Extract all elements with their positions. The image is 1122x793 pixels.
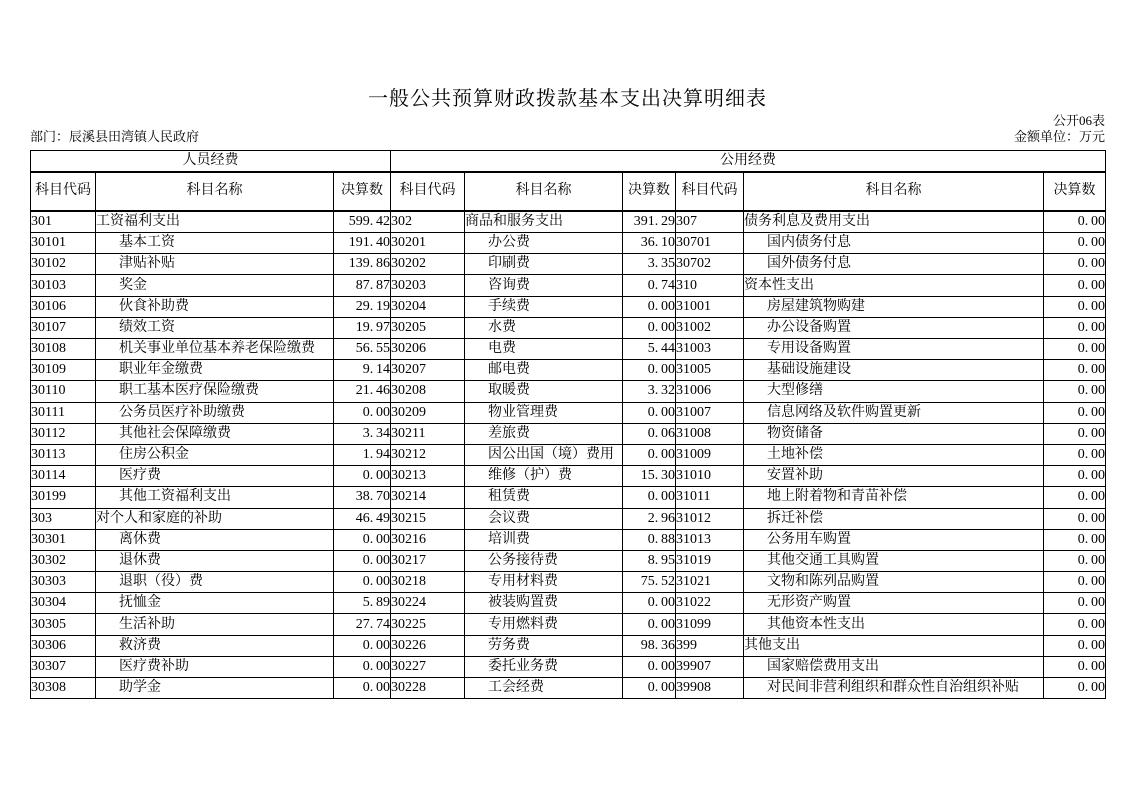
subject-code-cell: 30101 bbox=[31, 233, 96, 254]
amount-cell: 2. 96 bbox=[623, 508, 676, 529]
subject-name-cell: 退休费 bbox=[96, 550, 334, 571]
subject-code-cell: 30211 bbox=[391, 423, 465, 444]
department-label: 部门：辰溪县田湾镇人民政府 bbox=[30, 128, 200, 144]
subject-code-cell: 39907 bbox=[676, 656, 744, 677]
table-row bbox=[31, 656, 1106, 677]
subject-name-cell: 电费 bbox=[465, 339, 623, 360]
subject-name-cell: 公务用车购置 bbox=[744, 529, 1044, 550]
subject-code-cell: 30214 bbox=[391, 487, 465, 508]
subject-code-cell: 31021 bbox=[676, 572, 744, 593]
table-row bbox=[31, 572, 1106, 593]
subject-name-cell: 退职（役）费 bbox=[96, 572, 334, 593]
amount-cell: 19. 97 bbox=[334, 317, 391, 338]
amount-cell: 0. 00 bbox=[623, 593, 676, 614]
amount-cell: 599. 42 bbox=[334, 211, 391, 233]
subject-code-cell: 30307 bbox=[31, 656, 96, 677]
amount-cell: 87. 87 bbox=[334, 275, 391, 296]
subject-code-cell: 30218 bbox=[391, 572, 465, 593]
amount-cell: 0. 00 bbox=[1044, 360, 1106, 381]
subject-name-cell: 邮电费 bbox=[465, 360, 623, 381]
amount-cell: 0. 00 bbox=[623, 360, 676, 381]
subject-name-cell: 其他资本性支出 bbox=[744, 614, 1044, 635]
table-row bbox=[31, 423, 1106, 444]
subject-name-cell: 房屋建筑物购建 bbox=[744, 296, 1044, 317]
subject-code-cell: 30201 bbox=[391, 233, 465, 254]
subject-name-cell: 医疗费补助 bbox=[96, 656, 334, 677]
amount-cell: 0. 00 bbox=[1044, 296, 1106, 317]
amount-cell: 0. 88 bbox=[623, 529, 676, 550]
subject-code-cell: 31019 bbox=[676, 550, 744, 571]
subject-name-cell: 机关事业单位基本养老保险缴费 bbox=[96, 339, 334, 360]
amount-cell: 0. 00 bbox=[623, 402, 676, 423]
subject-code-cell: 30215 bbox=[391, 508, 465, 529]
subject-name-cell: 维修（护）费 bbox=[465, 466, 623, 487]
subject-name-cell: 抚恤金 bbox=[96, 593, 334, 614]
subject-code-cell: 39908 bbox=[676, 678, 744, 699]
subject-code-cell: 31006 bbox=[676, 381, 744, 402]
subject-name-cell: 资本性支出 bbox=[744, 275, 1044, 296]
amount-cell: 0. 00 bbox=[334, 635, 391, 656]
subject-name-cell: 住房公积金 bbox=[96, 444, 334, 465]
subject-name-cell: 租赁费 bbox=[465, 487, 623, 508]
amount-cell: 0. 00 bbox=[334, 656, 391, 677]
subject-name-cell: 咨询费 bbox=[465, 275, 623, 296]
column-header-code-3: 科目代码 bbox=[676, 172, 744, 211]
table-row bbox=[31, 339, 1106, 360]
amount-cell: 21. 46 bbox=[334, 381, 391, 402]
subject-code-cell: 30109 bbox=[31, 360, 96, 381]
amount-cell: 0. 00 bbox=[623, 444, 676, 465]
subject-code-cell: 30199 bbox=[31, 487, 96, 508]
subject-code-cell: 30112 bbox=[31, 423, 96, 444]
amount-cell: 0. 00 bbox=[334, 529, 391, 550]
subject-name-cell: 专用设备购置 bbox=[744, 339, 1044, 360]
subject-name-cell: 公务员医疗补助缴费 bbox=[96, 402, 334, 423]
subject-code-cell: 30225 bbox=[391, 614, 465, 635]
subject-code-cell: 31005 bbox=[676, 360, 744, 381]
table-row bbox=[31, 233, 1106, 254]
table-row bbox=[31, 381, 1106, 402]
subject-name-cell: 其他交通工具购置 bbox=[744, 550, 1044, 571]
subject-name-cell: 培训费 bbox=[465, 529, 623, 550]
subject-code-cell: 307 bbox=[676, 211, 744, 233]
amount-cell: 0. 00 bbox=[1044, 593, 1106, 614]
subject-code-cell: 31099 bbox=[676, 614, 744, 635]
amount-cell: 0. 00 bbox=[1044, 614, 1106, 635]
amount-cell: 0. 00 bbox=[1044, 678, 1106, 699]
column-header-name-1: 科目名称 bbox=[96, 172, 334, 211]
subject-name-cell: 专用燃料费 bbox=[465, 614, 623, 635]
subject-code-cell: 30702 bbox=[676, 254, 744, 275]
table-row bbox=[31, 508, 1106, 529]
subject-code-cell: 30102 bbox=[31, 254, 96, 275]
subject-code-cell: 30228 bbox=[391, 678, 465, 699]
subject-name-cell: 国外债务付息 bbox=[744, 254, 1044, 275]
table-row bbox=[31, 211, 1106, 233]
subject-name-cell: 基础设施建设 bbox=[744, 360, 1044, 381]
amount-cell: 3. 32 bbox=[623, 381, 676, 402]
amount-cell: 1. 94 bbox=[334, 444, 391, 465]
subject-code-cell: 30302 bbox=[31, 550, 96, 571]
unit-label: 金额单位：万元 bbox=[1013, 128, 1105, 144]
subject-name-cell: 绩效工资 bbox=[96, 317, 334, 338]
subject-name-cell: 其他社会保障缴费 bbox=[96, 423, 334, 444]
subject-code-cell: 399 bbox=[676, 635, 744, 656]
subject-name-cell: 土地补偿 bbox=[744, 444, 1044, 465]
subject-name-cell: 工会经费 bbox=[465, 678, 623, 699]
subject-name-cell: 被装购置费 bbox=[465, 593, 623, 614]
subject-name-cell: 委托业务费 bbox=[465, 656, 623, 677]
subject-name-cell: 安置补助 bbox=[744, 466, 1044, 487]
subject-code-cell: 30304 bbox=[31, 593, 96, 614]
amount-cell: 0. 00 bbox=[1044, 572, 1106, 593]
amount-cell: 0. 00 bbox=[623, 656, 676, 677]
amount-cell: 8. 95 bbox=[623, 550, 676, 571]
amount-cell: 36. 10 bbox=[623, 233, 676, 254]
amount-cell: 15. 30 bbox=[623, 466, 676, 487]
table-body bbox=[31, 211, 1106, 699]
table-row bbox=[31, 614, 1106, 635]
column-header-name-2: 科目名称 bbox=[465, 172, 623, 211]
section-header-personnel: 人员经费 bbox=[31, 150, 391, 172]
amount-cell: 0. 00 bbox=[623, 487, 676, 508]
subject-name-cell: 国内债务付息 bbox=[744, 233, 1044, 254]
amount-cell: 0. 00 bbox=[1044, 550, 1106, 571]
amount-cell: 0. 00 bbox=[1044, 233, 1106, 254]
subject-code-cell: 302 bbox=[391, 211, 465, 233]
amount-cell: 0. 00 bbox=[623, 678, 676, 699]
section-header-row bbox=[31, 150, 1106, 172]
amount-cell: 0. 00 bbox=[623, 317, 676, 338]
amount-cell: 3. 35 bbox=[623, 254, 676, 275]
subject-code-cell: 31002 bbox=[676, 317, 744, 338]
amount-cell: 0. 00 bbox=[623, 296, 676, 317]
subject-name-cell: 因公出国（境）费用 bbox=[465, 444, 623, 465]
subject-code-cell: 30301 bbox=[31, 529, 96, 550]
table-row bbox=[31, 529, 1106, 550]
amount-cell: 0. 00 bbox=[1044, 529, 1106, 550]
subject-code-cell: 31012 bbox=[676, 508, 744, 529]
subject-name-cell: 大型修缮 bbox=[744, 381, 1044, 402]
table-row bbox=[31, 360, 1106, 381]
amount-cell: 0. 00 bbox=[1044, 339, 1106, 360]
subject-code-cell: 31009 bbox=[676, 444, 744, 465]
subject-code-cell: 30205 bbox=[391, 317, 465, 338]
table-row bbox=[31, 444, 1106, 465]
amount-cell: 391. 29 bbox=[623, 211, 676, 233]
subject-name-cell: 生活补助 bbox=[96, 614, 334, 635]
subject-name-cell: 取暖费 bbox=[465, 381, 623, 402]
subject-name-cell: 印刷费 bbox=[465, 254, 623, 275]
subject-name-cell: 津贴补贴 bbox=[96, 254, 334, 275]
subject-name-cell: 商品和服务支出 bbox=[465, 211, 623, 233]
amount-cell: 29. 19 bbox=[334, 296, 391, 317]
column-header-amount-1: 决算数 bbox=[334, 172, 391, 211]
column-header-code-1: 科目代码 bbox=[31, 172, 96, 211]
subject-name-cell: 医疗费 bbox=[96, 466, 334, 487]
amount-cell: 0. 00 bbox=[1044, 317, 1106, 338]
amount-cell: 0. 00 bbox=[623, 614, 676, 635]
amount-cell: 56. 55 bbox=[334, 339, 391, 360]
amount-cell: 3. 34 bbox=[334, 423, 391, 444]
subject-code-cell: 30227 bbox=[391, 656, 465, 677]
subject-name-cell: 工资福利支出 bbox=[96, 211, 334, 233]
meta-line bbox=[30, 130, 1105, 145]
subject-code-cell: 30208 bbox=[391, 381, 465, 402]
column-header-amount-2: 决算数 bbox=[623, 172, 676, 211]
subject-code-cell: 30226 bbox=[391, 635, 465, 656]
amount-cell: 0. 06 bbox=[623, 423, 676, 444]
table-row bbox=[31, 317, 1106, 338]
amount-cell: 0. 00 bbox=[334, 402, 391, 423]
subject-code-cell: 30114 bbox=[31, 466, 96, 487]
subject-name-cell: 会议费 bbox=[465, 508, 623, 529]
subject-name-cell: 伙食补助费 bbox=[96, 296, 334, 317]
column-header-amount-3: 决算数 bbox=[1044, 172, 1106, 211]
subject-name-cell: 手续费 bbox=[465, 296, 623, 317]
subject-name-cell: 基本工资 bbox=[96, 233, 334, 254]
subject-code-cell: 30206 bbox=[391, 339, 465, 360]
subject-code-cell: 30204 bbox=[391, 296, 465, 317]
table-row bbox=[31, 466, 1106, 487]
expenditure-table bbox=[30, 150, 1106, 699]
amount-cell: 9. 14 bbox=[334, 360, 391, 381]
subject-name-cell: 对民间非营利组织和群众性自治组织补贴 bbox=[744, 678, 1044, 699]
subject-name-cell: 办公费 bbox=[465, 233, 623, 254]
subject-code-cell: 30213 bbox=[391, 466, 465, 487]
subject-code-cell: 30306 bbox=[31, 635, 96, 656]
amount-cell: 27. 74 bbox=[334, 614, 391, 635]
subject-name-cell: 信息网络及软件购置更新 bbox=[744, 402, 1044, 423]
subject-name-cell: 水费 bbox=[465, 317, 623, 338]
doc-number-label: 公开06表 bbox=[1052, 113, 1105, 128]
subject-name-cell: 拆迁补偿 bbox=[744, 508, 1044, 529]
amount-cell: 0. 00 bbox=[334, 678, 391, 699]
amount-cell: 38. 70 bbox=[334, 487, 391, 508]
subject-code-cell: 30202 bbox=[391, 254, 465, 275]
column-header-code-2: 科目代码 bbox=[391, 172, 465, 211]
amount-cell: 0. 00 bbox=[1044, 508, 1106, 529]
amount-cell: 75. 52 bbox=[623, 572, 676, 593]
subject-name-cell: 差旅费 bbox=[465, 423, 623, 444]
amount-cell: 0. 00 bbox=[1044, 635, 1106, 656]
subject-code-cell: 30203 bbox=[391, 275, 465, 296]
subject-code-cell: 30303 bbox=[31, 572, 96, 593]
section-header-public: 公用经费 bbox=[391, 150, 1106, 172]
table-row bbox=[31, 593, 1106, 614]
subject-code-cell: 31022 bbox=[676, 593, 744, 614]
subject-code-cell: 30107 bbox=[31, 317, 96, 338]
subject-name-cell: 其他工资福利支出 bbox=[96, 487, 334, 508]
table-row bbox=[31, 487, 1106, 508]
amount-cell: 0. 00 bbox=[1044, 487, 1106, 508]
column-header-row bbox=[31, 172, 1106, 211]
subject-name-cell: 文物和陈列品购置 bbox=[744, 572, 1044, 593]
amount-cell: 0. 00 bbox=[334, 550, 391, 571]
amount-cell: 0. 74 bbox=[623, 275, 676, 296]
amount-cell: 0. 00 bbox=[1044, 254, 1106, 275]
amount-cell: 0. 00 bbox=[1044, 275, 1106, 296]
subject-code-cell: 30110 bbox=[31, 381, 96, 402]
subject-code-cell: 30701 bbox=[676, 233, 744, 254]
subject-code-cell: 30308 bbox=[31, 678, 96, 699]
subject-name-cell: 专用材料费 bbox=[465, 572, 623, 593]
amount-cell: 0. 00 bbox=[1044, 656, 1106, 677]
amount-cell: 5. 44 bbox=[623, 339, 676, 360]
subject-name-cell: 职工基本医疗保险缴费 bbox=[96, 381, 334, 402]
amount-cell: 0. 00 bbox=[1044, 466, 1106, 487]
subject-name-cell: 对个人和家庭的补助 bbox=[96, 508, 334, 529]
subject-code-cell: 30103 bbox=[31, 275, 96, 296]
subject-name-cell: 债务利息及费用支出 bbox=[744, 211, 1044, 233]
subject-code-cell: 31011 bbox=[676, 487, 744, 508]
table-row bbox=[31, 550, 1106, 571]
table-row bbox=[31, 296, 1106, 317]
subject-code-cell: 30212 bbox=[391, 444, 465, 465]
table-row bbox=[31, 678, 1106, 699]
subject-name-cell: 其他支出 bbox=[744, 635, 1044, 656]
subject-code-cell: 30108 bbox=[31, 339, 96, 360]
page-title: 一般公共预算财政拨款基本支出决算明细表 bbox=[368, 88, 767, 110]
subject-name-cell: 救济费 bbox=[96, 635, 334, 656]
subject-code-cell: 31007 bbox=[676, 402, 744, 423]
subject-name-cell: 无形资产购置 bbox=[744, 593, 1044, 614]
subject-name-cell: 办公设备购置 bbox=[744, 317, 1044, 338]
subject-code-cell: 30224 bbox=[391, 593, 465, 614]
subject-name-cell: 劳务费 bbox=[465, 635, 623, 656]
subject-code-cell: 31008 bbox=[676, 423, 744, 444]
table-row bbox=[31, 275, 1106, 296]
subject-name-cell: 物业管理费 bbox=[465, 402, 623, 423]
table-row bbox=[31, 254, 1106, 275]
subject-name-cell: 离休费 bbox=[96, 529, 334, 550]
subject-name-cell: 地上附着物和青苗补偿 bbox=[744, 487, 1044, 508]
subject-name-cell: 奖金 bbox=[96, 275, 334, 296]
subject-code-cell: 31010 bbox=[676, 466, 744, 487]
subject-code-cell: 30216 bbox=[391, 529, 465, 550]
subject-code-cell: 31013 bbox=[676, 529, 744, 550]
amount-cell: 0. 00 bbox=[1044, 423, 1106, 444]
amount-cell: 0. 00 bbox=[1044, 381, 1106, 402]
subject-name-cell: 物资储备 bbox=[744, 423, 1044, 444]
subject-name-cell: 公务接待费 bbox=[465, 550, 623, 571]
amount-cell: 0. 00 bbox=[334, 466, 391, 487]
subject-code-cell: 30113 bbox=[31, 444, 96, 465]
column-header-name-3: 科目名称 bbox=[744, 172, 1044, 211]
table-row bbox=[31, 635, 1106, 656]
subject-code-cell: 30209 bbox=[391, 402, 465, 423]
subject-code-cell: 303 bbox=[31, 508, 96, 529]
amount-cell: 0. 00 bbox=[1044, 402, 1106, 423]
subject-code-cell: 301 bbox=[31, 211, 96, 233]
amount-cell: 0. 00 bbox=[1044, 211, 1106, 233]
amount-cell: 0. 00 bbox=[1044, 444, 1106, 465]
subject-code-cell: 310 bbox=[676, 275, 744, 296]
subject-code-cell: 30106 bbox=[31, 296, 96, 317]
amount-cell: 191. 40 bbox=[334, 233, 391, 254]
subject-code-cell: 31003 bbox=[676, 339, 744, 360]
subject-name-cell: 职业年金缴费 bbox=[96, 360, 334, 381]
subject-code-cell: 30111 bbox=[31, 402, 96, 423]
subject-code-cell: 31001 bbox=[676, 296, 744, 317]
amount-cell: 5. 89 bbox=[334, 593, 391, 614]
amount-cell: 0. 00 bbox=[334, 572, 391, 593]
subject-code-cell: 30217 bbox=[391, 550, 465, 571]
amount-cell: 98. 36 bbox=[623, 635, 676, 656]
subject-name-cell: 国家赔偿费用支出 bbox=[744, 656, 1044, 677]
amount-cell: 139. 86 bbox=[334, 254, 391, 275]
table-row bbox=[31, 402, 1106, 423]
subject-code-cell: 30305 bbox=[31, 614, 96, 635]
subject-code-cell: 30207 bbox=[391, 360, 465, 381]
amount-cell: 46. 49 bbox=[334, 508, 391, 529]
subject-name-cell: 助学金 bbox=[96, 678, 334, 699]
